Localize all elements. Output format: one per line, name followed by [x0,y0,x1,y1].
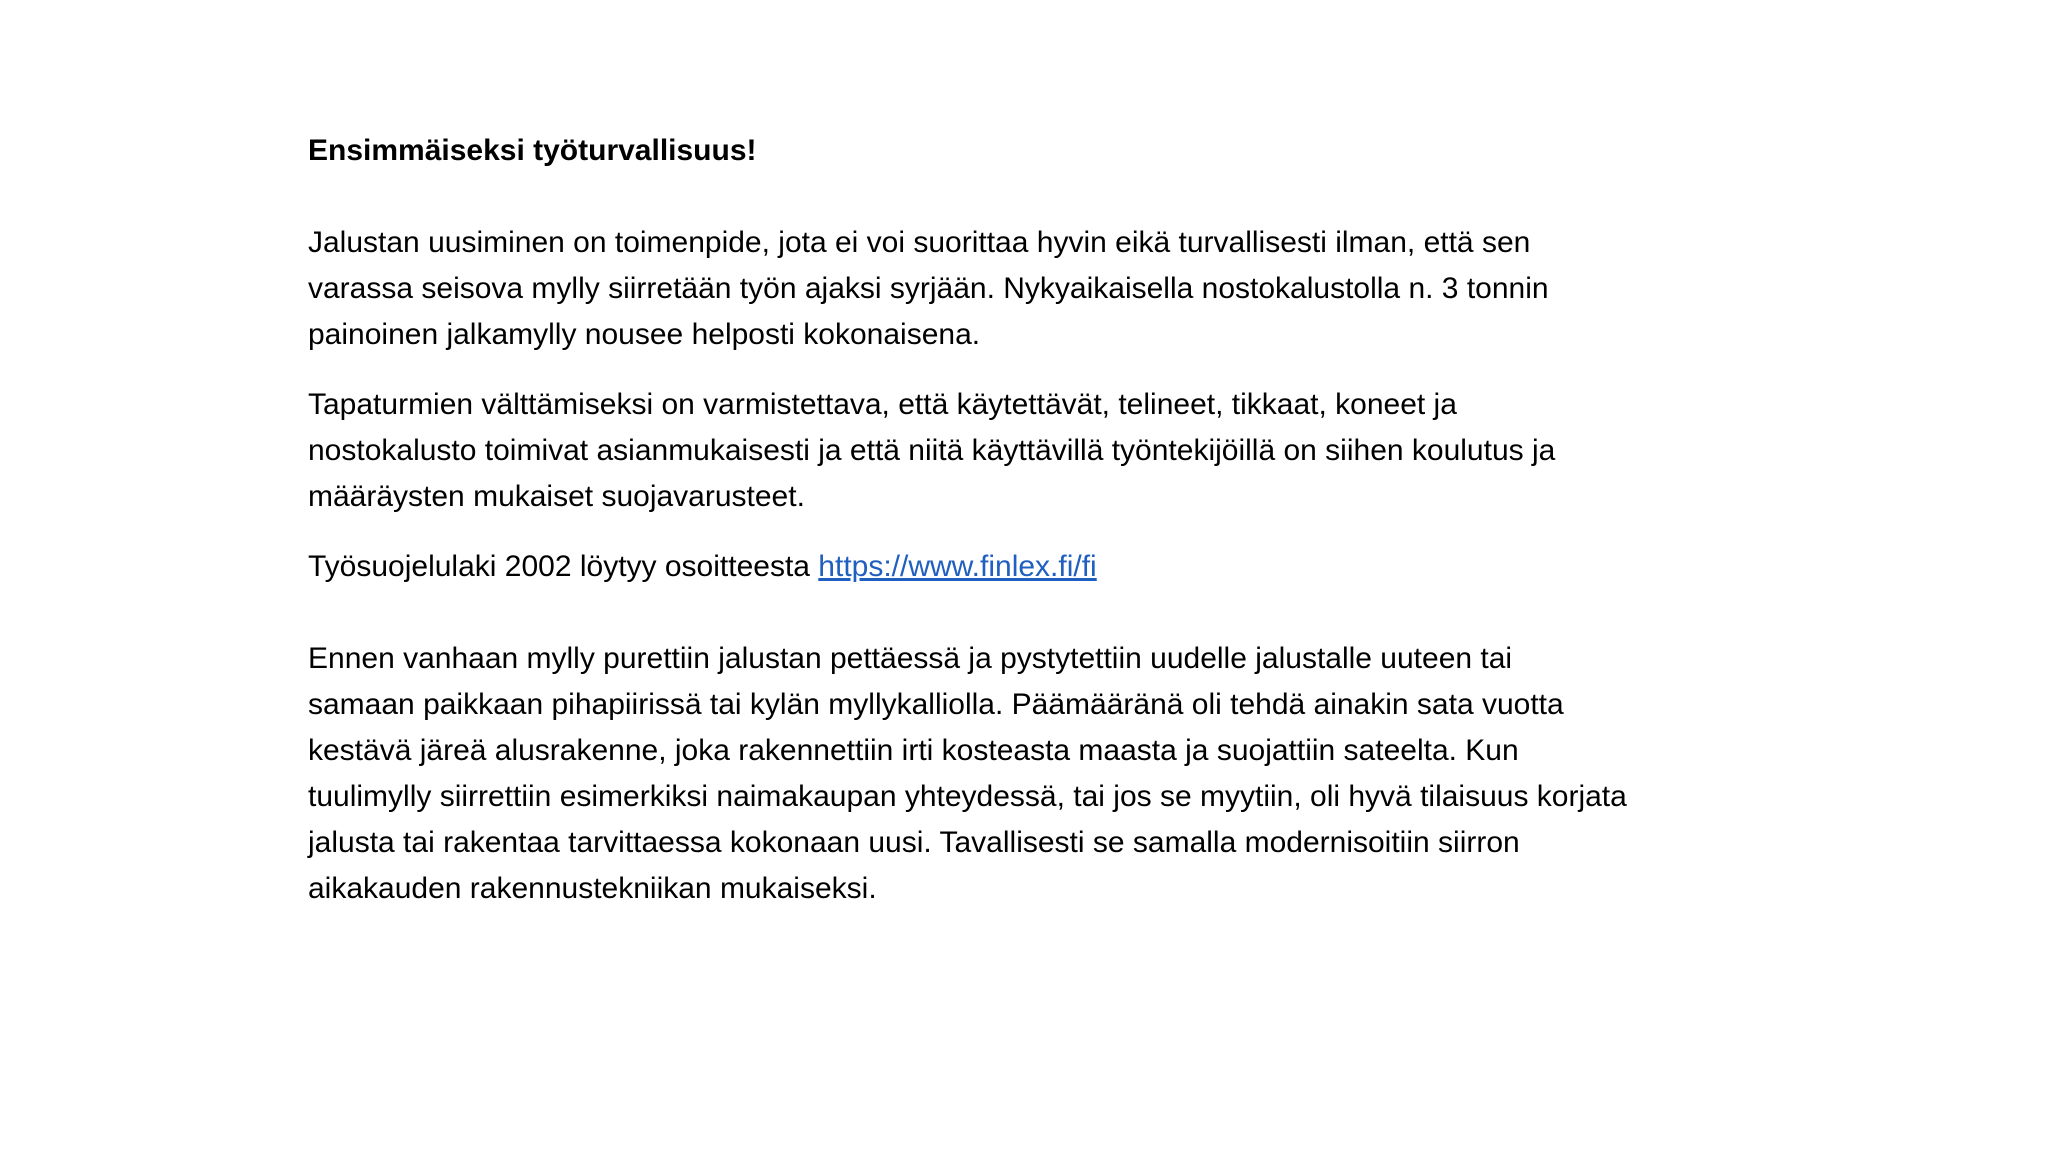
paragraph-law-reference [308,544,2008,590]
text-line: Tapaturmien välttämiseksi on varmistettava, että käytettävät, telineet, tikkaat, koneet ja [308,388,1457,421]
text-line: jalusta tai rakentaa tarvittaessa kokonaan uusi. Tavallisesti se samalla modernisoitiin siirron [308,826,1520,859]
law-text: Työsuojelulaki 2002 löytyy osoitteesta [308,550,819,583]
finlex-link[interactable]: https://www.finlex.fi/fi [818,550,1097,583]
text-line: Jalustan uusiminen on toimenpide, jota ei voi suorittaa hyvin eikä turvallisesti ilman, että sen [308,226,1531,259]
paragraph-history [308,636,2008,912]
text-line: samaan paikkaan pihapiirissä tai kylän myllykalliolla. Päämääränä oli tehdä ainakin sata vuotta [308,688,1564,721]
text-line: varassa seisova mylly siirretään työn ajaksi syrjään. Nykyaikaisella nostokalustolla n. 3 tonnin [308,272,1549,305]
paragraph-accident-prevention [308,382,2008,520]
text-line: nostokalusto toimivat asianmukaisesti ja että niitä käyttävillä työntekijöillä on siihen koulutus ja [308,434,1556,467]
text-line: painoinen jalkamylly nousee helposti kokonaisena. [308,318,981,351]
paragraph-safety-intro [308,220,2008,358]
text-line: kestävä järeä alusrakenne, joka rakennettiin irti kosteasta maasta ja suojattiin sateelta. Kun [308,734,1519,767]
slide-content [308,128,2008,912]
text-line: tuulimylly siirrettiin esimerkiksi naimakaupan yhteydessä, tai jos se myytiin, oli hyvä tilaisuus korjata [308,780,1627,813]
text-line: aikakauden rakennustekniikan mukaiseksi. [308,872,877,905]
slide-heading: Ensimmäiseksi työturvallisuus! [308,134,757,167]
text-line: Ennen vanhaan mylly purettiin jalustan pettäessä ja pystytettiin uudelle jalustalle uuteen tai [308,642,1513,675]
text-line: määräysten mukaiset suojavarusteet. [308,480,805,513]
